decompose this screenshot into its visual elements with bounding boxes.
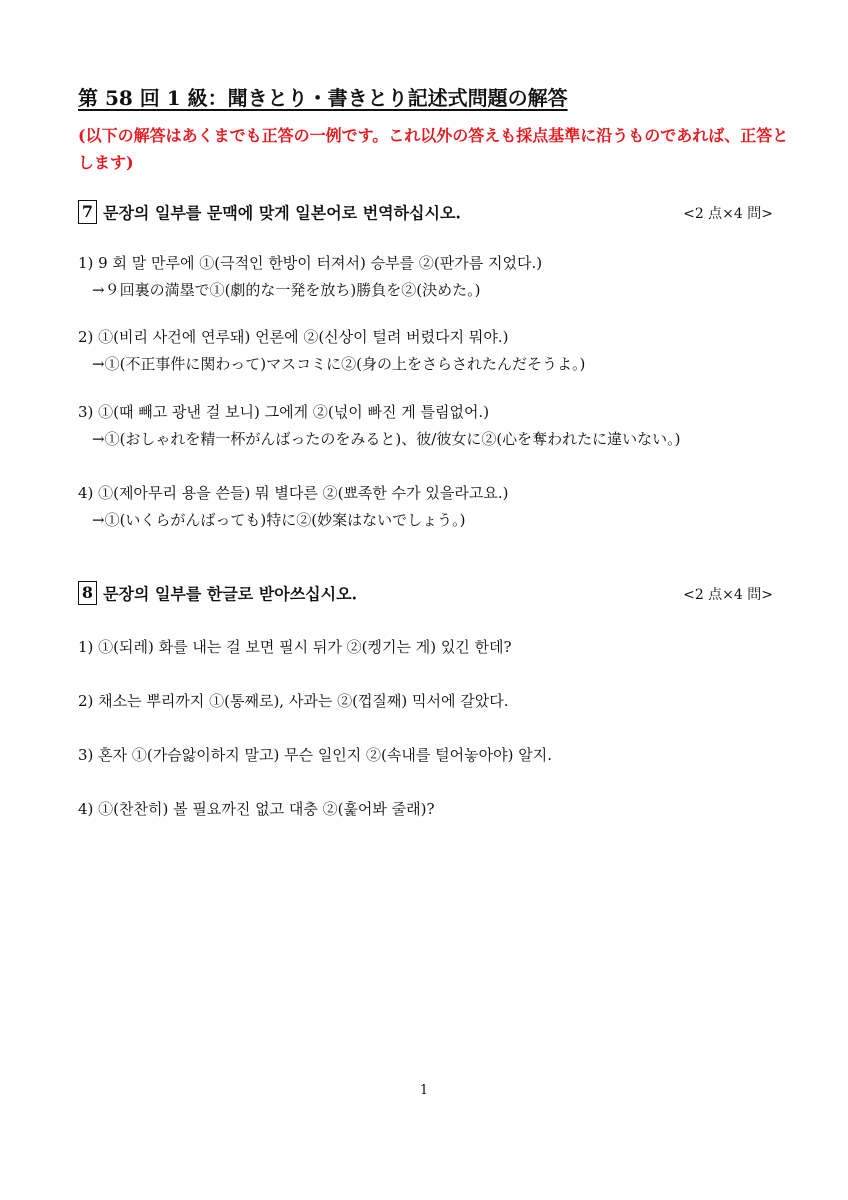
section-8-score: <2 点×4 問> <box>683 587 773 603</box>
section-8-item-1: 1) ①(되레) 화를 내는 걸 보면 필시 뒤가 ②(켕기는 게) 있긴 한데? <box>78 638 512 656</box>
item-answer: →①(おしゃれを精一杯がんばったのをみると)、彼/彼女に②(心を奪われたに違いない。) <box>92 430 681 448</box>
answer-notice: (以下の解答はあくまでも正答の一例です。これ以外の答えも採点基準に沿うものであれば、正答とします) <box>78 126 789 172</box>
section-7-score: <2 点×4 問> <box>683 206 773 222</box>
item-korean: 3) ①(때 빼고 광낸 걸 보니) 그에게 ②(넋이 빠진 게 틀림없어.) <box>78 403 490 421</box>
item-answer: →①(不正事件に関わって)マスコミに②(身の上をさらされたんだそうよ。) <box>92 355 586 373</box>
page-title: 第 58 回 1 級：聞きとり・書きとり記述式問題の解答 <box>78 86 568 110</box>
section-7-question: 문장의 일부를 문맥에 맞게 일본어로 번역하십시오. <box>103 203 461 223</box>
section-8-question: 문장의 일부를 한글로 받아쓰십시오. <box>103 584 358 604</box>
item-answer: →①(いくらがんばっても)特に②(妙案はないでしょう。) <box>92 511 466 529</box>
item-korean: 4) ①(제아무리 용을 쓴들) 뭐 별다른 ②(뾰족한 수가 있을라고요.) <box>78 484 509 502</box>
section-7-item-3 <box>78 399 798 453</box>
item-korean: 1) 9 회 말 만루에 ①(극적인 한방이 터져서) 승부를 ②(판가름 지었다.) <box>78 254 543 272</box>
section-7-header <box>78 200 773 226</box>
section-8-item-2: 2) 채소는 뿌리까지 ①(통째로), 사과는 ②(껍질째) 믹서에 갈았다. <box>78 692 509 710</box>
section-8-header <box>78 581 773 607</box>
item-korean: 2) ①(비리 사건에 연루돼) 언론에 ②(신상이 털려 버렸다지 뭐야.) <box>78 328 509 346</box>
page-number: 1 <box>419 1083 429 1098</box>
item-answer: →９回裏の満塁で①(劇的な一発を放ち)勝負を②(決めた。) <box>92 281 481 299</box>
section-7-item-2 <box>78 324 798 378</box>
section-8-item-4: 4) ①(찬찬히) 볼 필요까진 없고 대충 ②(훑어봐 줄래)? <box>78 800 435 818</box>
section-8-item-3: 3) 혼자 ①(가슴앓이하지 말고) 무슨 일인지 ②(속내를 털어놓아야) 알지. <box>78 746 552 764</box>
section-7-item-4 <box>78 480 798 534</box>
section-7-item-1 <box>78 250 798 304</box>
section-8-number: 8 <box>78 581 97 605</box>
section-7-number: 7 <box>78 200 97 224</box>
